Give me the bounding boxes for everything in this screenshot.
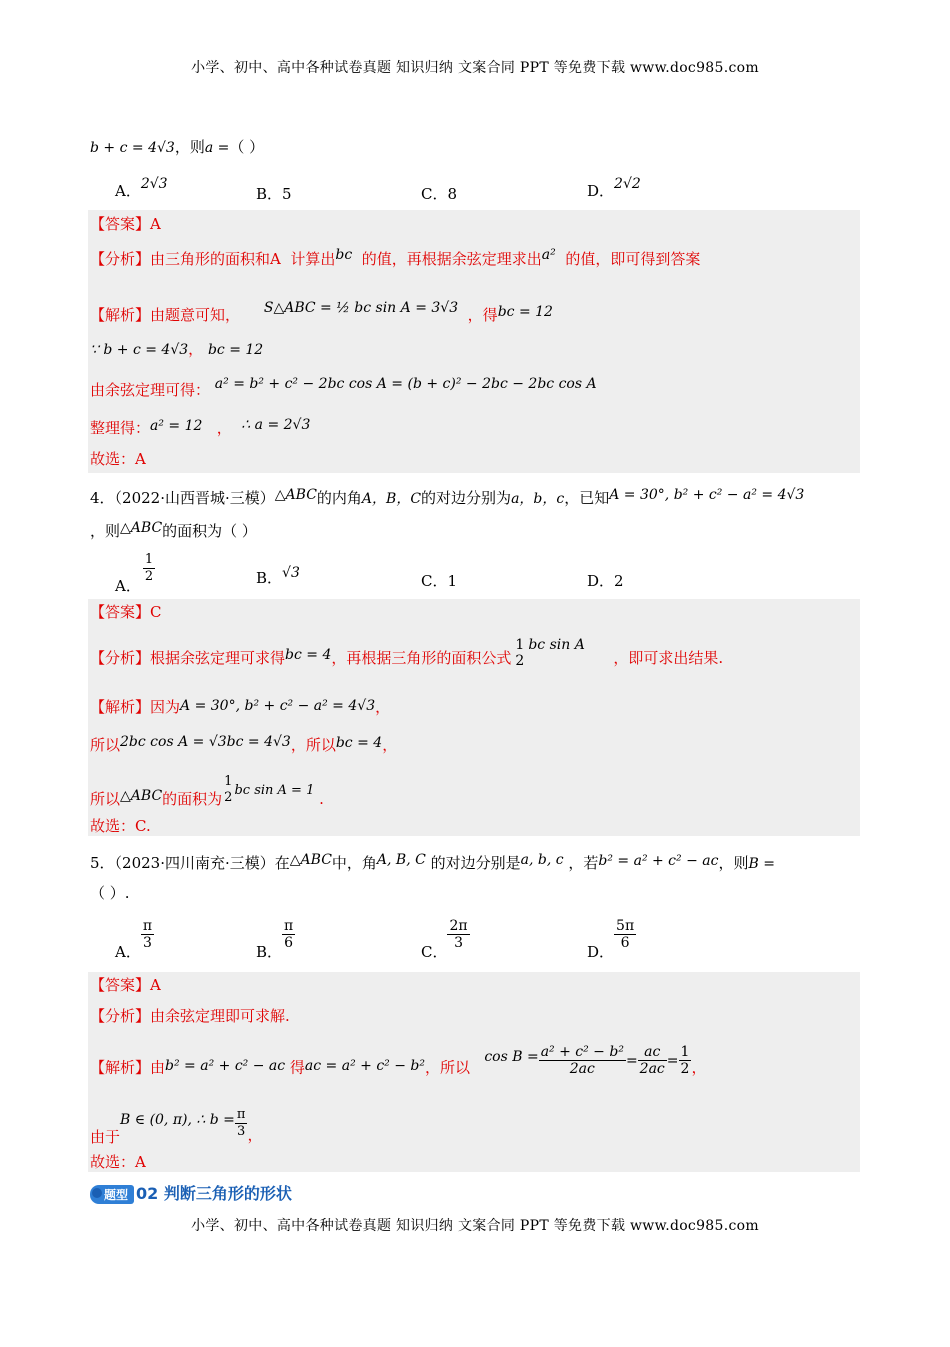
q5-solution-line1: 【解析】由b² = a² + c² − ac 得ac = a² + c² − b²，所以 cos B = $\frac{\text{a² + c² − b²}}{2ac}$ = $\frac{ac}{2ac}$ = $\frac{1}{2}$ ， [90, 1044, 707, 1077]
q4-solution-line3: 所以△ABC的面积为 1 2 bc sin A = 1 . [90, 774, 324, 808]
q4-option-c: C．1 [421, 572, 458, 590]
q4-option-b: B．√3 [256, 565, 300, 587]
q4-option-a: A． $\frac{1}{2}$ [115, 552, 154, 595]
q4-analysis: 【分析】根据余弦定理可求得bc = 4，再根据三角形的面积公式 1 2 bc sin A ，即可求出结果. [90, 637, 724, 669]
q5-option-c: C． $\frac{2\pi}{3}$ [421, 918, 468, 961]
q4-stem-line1: 4．（2022·山西晋城·三模）△ABC的内角A，B，C的对边分别为a，b，c，已知A = 30°, b² + c² − a² = 4√3 [90, 487, 805, 507]
q5-option-a: A． $\frac{\pi}{3}$ [115, 918, 153, 961]
q5-analysis: 【分析】由余弦定理即可求解. [90, 1007, 290, 1025]
q4-solution-line2: 所以2bc cos A = √3bc = 4√3，所以bc = 4， [90, 734, 398, 754]
q5-option-b: B． $\frac{\pi}{6}$ [256, 918, 294, 961]
q4-answer: 【答案】C [90, 603, 162, 621]
q3-condition-line: b + c = 4√3，则a =（ ） [90, 138, 265, 156]
q3-solution-line1: 【解析】由题意可知， S△ABC = ½ bc sin A = 3√3 ，得bc = 12 [90, 300, 553, 324]
page-footer: 小学、初中、高中各种试卷真题 知识归纳 文案合同 PPT 等免费下载 www.doc985.com [191, 1218, 759, 1234]
q5-solution-line2: 由于B ∈ (0, π), ∴ b = $\frac{\pi}{3}$ ， [90, 1107, 263, 1146]
q4-stem-line2: ，则△ABC的面积为（ ） [90, 520, 257, 540]
q3-solution-line2: ∵ b + c = 4√3， bc = 12 [90, 340, 264, 358]
q5-final: 故选：A [90, 1153, 146, 1171]
q3-solution-line4: 整理得：a² = 12 ， ∴ a = 2√3 [90, 417, 311, 437]
q4-option-d: D．2 [587, 572, 624, 590]
q3-option-a: A．2√3 [115, 176, 168, 200]
q3-option-d: D．2√2 [587, 176, 641, 200]
q5-stem-line2: （ ）. [90, 884, 130, 902]
section-title: 02 判断三角形的形状 [136, 1184, 292, 1203]
q3-option-c: C．8 [421, 185, 458, 203]
q3-final: 故选：A [90, 450, 146, 468]
section-badge: 题型 [90, 1185, 134, 1204]
q5-option-d: D． $\frac{5\pi}{6}$ [587, 918, 635, 961]
q5-answer: 【答案】A [90, 976, 161, 994]
q5-stem-line1: 5．（2023·四川南充·三模）在△ABC中，角A, B, C 的对边分别是a, b, c ，若b² = a² + c² − ac，则B = [90, 852, 775, 872]
q3-option-b: B．5 [256, 185, 292, 203]
page-header: 小学、初中、高中各种试卷真题 知识归纳 文案合同 PPT 等免费下载 www.doc985.com [191, 60, 759, 76]
q4-final: 故选：C. [90, 817, 151, 835]
q4-solution-line1: 【解析】因为A = 30°, b² + c² − a² = 4√3， [90, 698, 391, 716]
q3-answer: 【答案】A [90, 215, 161, 233]
q3-solution-line3: 由余弦定理可得： a² = b² + c² − 2bc cos A = (b + c)² − 2bc − 2bc cos A [90, 376, 597, 399]
q3-analysis: 【分析】由三角形的面积和A 计算出bc 的值，再根据余弦定理求出a² 的值，即可得到答案 [90, 247, 701, 268]
section-heading [90, 1181, 292, 1204]
q3-condition: b + c = 4√3 [90, 140, 175, 156]
